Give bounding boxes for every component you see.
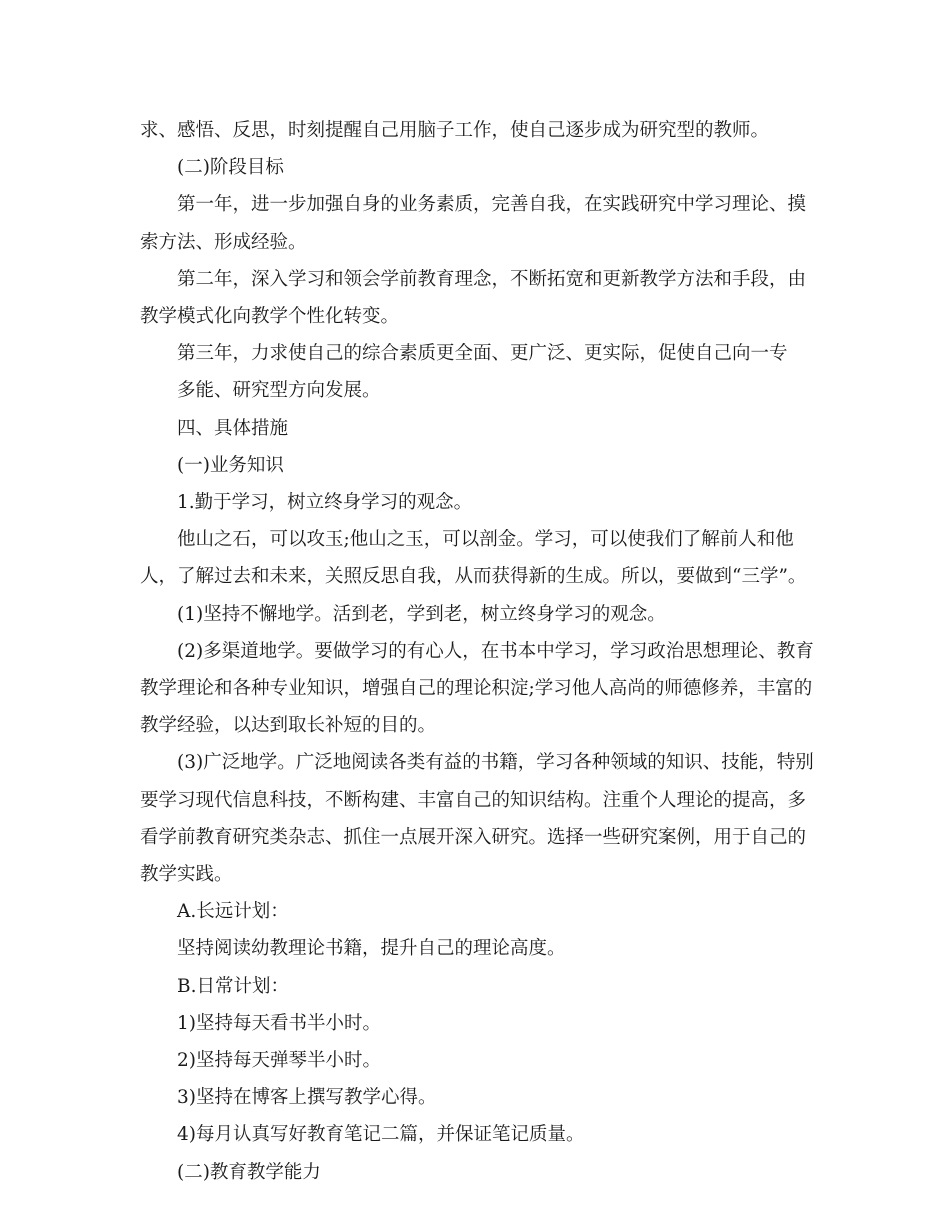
heading-stage-goals: (二)阶段目标 [177, 157, 284, 179]
item-persistent-learning: (1)坚持不懈地学。活到老，学到老，树立终身学习的观念。 [177, 603, 666, 625]
list-item-monthly-notes: 4)每月认真写好教育笔记二篇，并保证笔记质量。 [177, 1124, 585, 1146]
paragraph-long-term-plan: 坚持阅读幼教理论书籍，提升自己的理论高度。 [177, 938, 566, 960]
heading-specific-measures: 四、具体措施 [177, 417, 289, 439]
paragraph-third-year-continued: 多能、研究型方向发展。 [177, 380, 381, 402]
paragraph-three-learnings: 他山之石，可以攻玉;他山之玉，可以剖金。学习，可以使我们了解前人和他人，了解过去和未来，关照反思自我，从而获得新的生成。所以，要做到“三学”。 [140, 529, 807, 588]
heading-teaching-ability: (二)教育教学能力 [177, 1161, 321, 1183]
list-item-daily-piano: 2)坚持每天弹琴半小时。 [177, 1050, 381, 1072]
list-item-daily-reading: 1)坚持每天看书半小时。 [177, 1012, 381, 1034]
paragraph-continuation: 求、感悟、反思，时刻提醒自己用脑子工作，使自己逐步成为研究型的教师。 [140, 120, 770, 141]
list-item-blog-writing: 3)坚持在博客上撰写教学心得。 [177, 1087, 437, 1109]
heading-daily-plan: B.日常计划： [177, 975, 289, 997]
item-multi-channel-learning: (2)多渠道地学。要做学习的有心人，在书本中学习，学习政治思想理论、教育教学理论和各种专业知识，增强自己的理论积淀;学习他人高尚的师德修养，丰富的教学经验，以达到取长补短的目的。 [140, 640, 814, 737]
heading-long-term-plan: A.长远计划： [177, 901, 289, 923]
paragraph-third-year: 第三年，力求使自己的综合素质更全面、更广泛、更实际，促使自己向一专 [177, 343, 788, 365]
paragraph-second-year: 第二年，深入学习和领会学前教育理念，不断拓宽和更新教学方法和手段，由教学模式化向教学个性化转变。 [140, 268, 807, 328]
heading-professional-knowledge: (一)业务知识 [177, 454, 284, 476]
document-body [140, 112, 816, 1191]
paragraph-first-year: 第一年，进一步加强自身的业务素质，完善自我，在实践研究中学习理论、摸索方法、形成经验。 [140, 194, 807, 253]
item-broad-learning: (3)广泛地学。广泛地阅读各类有益的书籍，学习各种领域的知识、技能，特别要学习现代信息科技，不断构建、丰富自己的知识结构。注重个人理论的提高，多看学前教育研究类杂志、抓住一点展开深入研究。选择一些研究案例，用于自己的教学实践。 [140, 752, 814, 886]
item-diligent-study: 1.勤于学习，树立终身学习的观念。 [177, 492, 473, 514]
